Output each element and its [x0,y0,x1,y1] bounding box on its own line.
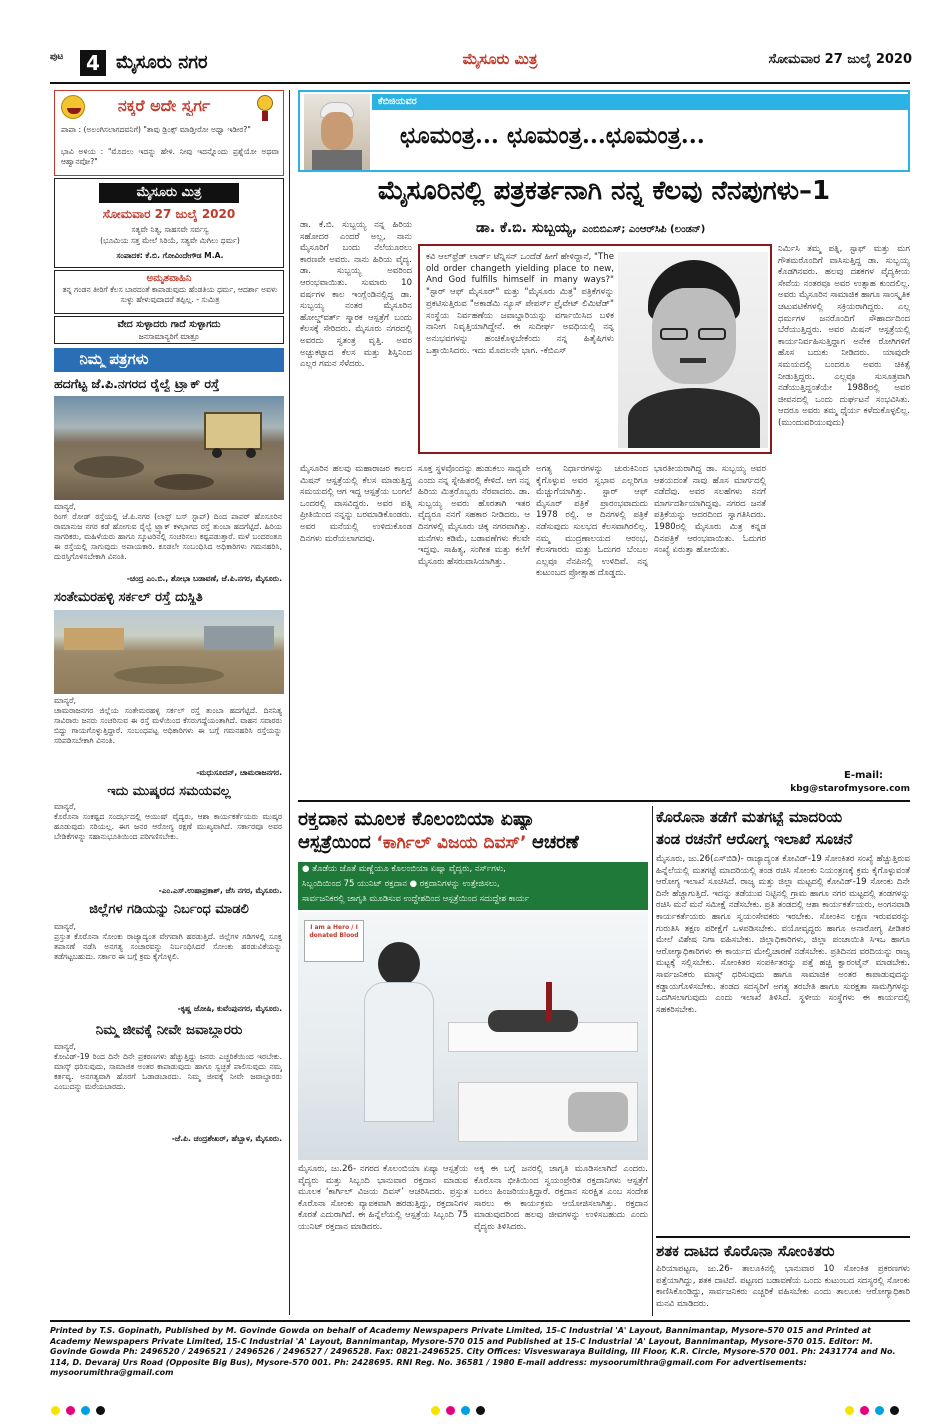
letter3-sign: -ಎಂ.ಎಸ್.ಉಷಾಪ್ರಕಾಶ್, ಜೆಸಿ ನಗರ, ಮೈಸೂರು. [158,886,282,895]
header-date: ಸೋಮವಾರ 27 ಜುಲೈ 2020 [768,52,912,67]
letter2-body: ಚಾಮರಾಜನಗರ ಜಿಲ್ಲೆಯ ಸಂತೇಮರಹಳ್ಳಿ ಸರ್ಕಲ್ ರಸ್ತೆ ತುಂಬಾ ಹದಗೆಟ್ಟಿದೆ. ದಿನನಿತ್ಯ ಸಾವಿರಾರು ಜನರು ಸಂಚರಿಸುವ ಈ ರಸ್ತೆ ಮಳೆಯಿಂದ ಕೆಸರುಗದ್ದೆಯಂತಾಗಿದೆ. ವಾಹನ ಸವಾರರು ಬಿದ್ದು ಗಾಯಗೊಳ್ಳುತ್ತಿದ್ದಾರೆ. ಸಂಬಂಧಪಟ್ಟ ಅಧಿಕಾರಿಗಳು ಈ ಬಗ್ಗೆ ಗಮನಹರಿಸಿ ರಸ್ತೆಯನ್ನು ಸರಿಪಡಿಸಬೇಕಾಗಿ ವಿನಂತಿ. [54,706,282,745]
feature-col1b: ಮೈಸೂರಿನ ಹಲವು ಮಹಾರಾಜರ ಕಾಲದ ಮಿಷನ್ ಆಸ್ಪತ್ರೆಯಲ್ಲಿ ಕೆಲಸ ಮಾಡುತ್ತಿದ್ದ ಸಮಯದಲ್ಲಿ ಆಗ ಇದ್ದ ಆಸ್ಪತ್ರೆಯ ಬಂಗಲೆ ಒಂದರಲ್ಲಿ ವಾಸವಿದ್ದರು. ಅವರ ಪತ್ನಿ ಪ್ರೀತಿಯಿಂದ ನನ್ನನ್ನು ಬರಮಾಡಿಕೊಂಡರು. ಅವರ ಮನೆಯಲ್ಲಿ ಉಳಿದುಕೊಂಡ ದಿನಗಳು ಮರೆಯಲಾಗದವು. [300,464,412,544]
masthead-box-title: ಮೈಸೂರು ಮಿತ್ರ [99,183,239,203]
letter5-title: ನಿಮ್ಮ ಜೀವಕ್ಕೆ ನೀವೇ ಜವಾಬ್ದಾರರು [95,1022,243,1038]
left-column [50,90,290,1315]
masthead-box-line1: ಸತ್ಯವೇ ನಿತ್ಯ, ಸಾಹಸವೇ ಸರ್ವಸ್ವ [131,225,209,234]
proverb-line-1: ವೇದ ಸುಳ್ಳಾದರು ಗಾದೆ ಸುಳ್ಳಾಗದು [117,319,221,330]
section-title: ಮೈಸೂರು ನಗರ [116,52,208,73]
feature-col5: ನಿರ್ಮಿಸಿ ತಮ್ಮ ಪತ್ನಿ, ಸ್ಟಾಫ್ ಮತ್ತು ಮಗ ಗೌತಮರೊಂದಿಗೆ ವಾಸಿಸುತ್ತಿದ್ದ ಡಾ. ಸುಬ್ಬಯ್ಯ ಕೊಡಗಿನವರು. ಹಲವು ದಶಕಗಳ ವೈದ್ಯಕೀಯ ಸೇವೆಯ ನಂತರವೂ ಅವರ ಉತ್ಸಾಹ ಕುಂದಲಿಲ್ಲ. ಅವರು ಮೈಸೂರಿನ ಸಾಮಾಜಿಕ ಹಾಗೂ ಸಾಂಸ್ಕೃತಿಕ ಚಟುವಟಿಕೆಗಳಲ್ಲಿ ಸಕ್ರಿಯರಾಗಿದ್ದರು. ಎಲ್ಲ ಧರ್ಮಗಳ ಜನರೊಂದಿಗೆ ಸೌಹಾರ್ದದಿಂದ ಬೆರೆಯುತ್ತಿದ್ದರು. ಅವರ ಮಿಷನ್ ಆಸ್ಪತ್ರೆಯಲ್ಲಿ ಕಾರ್ಯನಿರ್ವಹಿಸುತ್ತಿದ್ದಾಗ ಅನೇಕ ರೋಗಿಗಳಿಗೆ ಹೊಸ ಬದುಕು ನೀಡಿದರು. ಯಾವುದೇ ಸಮಯದಲ್ಲಿ ಬಂದರೂ ಅವರು ಚಿಕಿತ್ಸೆ ನೀಡುತ್ತಿದ್ದರು. ಎಲ್ಲವೂ ಸುಸೂತ್ರವಾಗಿ ನಡೆಯುತ್ತಿದ್ದಂತೆಯೇ 1988ರಲ್ಲಿ ಅವರ ಜೀವನದಲ್ಲಿ ಒಂದು ದುರ್ಘಟನೆ ಸಂಭವಿಸಿತು. ಆದರೂ ಅವರು ತಮ್ಮ ಧೈರ್ಯ ಕಳೆದುಕೊಳ್ಳಲಿಲ್ಲ. (ಮುಂದುವರಿಯುವುದು) [778,244,910,428]
letter3-salute: ಮಾನ್ಯರೆ, [54,802,76,811]
amrita-box [54,270,284,314]
joke-line-2: ಭಾವಿ ಅಳಿಯ : "ಮೊದಲು ಇದನ್ನು ಹೇಳಿ. ನೀವು ಇದನ್ನೊಂದು ಪ್ರಶ್ನೆಯೋ ಅಥವಾ ಆಹ್ವಾನವೋ?" [61,147,279,166]
cartoon-icon [251,93,279,121]
letters-banner-title: ನಿಮ್ಮ ಪತ್ರಗಳು [79,350,149,368]
header-rule [50,82,910,84]
corona1-headline-1: ಕೊರೊನಾ ತಡೆಗೆ ಮತಗಟ್ಟೆ ಮಾದರಿಯ [656,808,843,826]
proverb-line-2: ಜನಸಾಮಾನ್ಯರಿಗೆ ಮಾತ್ರೂ [138,332,200,341]
columnist-photo [304,94,370,170]
feature-col2: ಸೂಕ್ತ ಸ್ಥಳವೊಂದನ್ನು ಹುಡುಕಲು ಸಾಧ್ಯವೇ ಎಂದು ನನ್ನ ಸ್ನೇಹಿತರಲ್ಲಿ ಕೇಳಿದೆ. ಆಗ ನನ್ನ ಹಿರಿಯ ಮಿತ್ರರೊಬ್ಬರು ನೆರವಾದರು. ಡಾ. ಸುಬ್ಬಯ್ಯ ಅವರು ಹೊರತಾಗಿ ಇತರ ವೈದ್ಯರೂ ನನಗೆ ಸಹಕಾರ ನೀಡಿದರು. ಆ ದಿನಗಳಲ್ಲಿ ಮೈಸೂರು ಚಿಕ್ಕ ನಗರವಾಗಿತ್ತು. ಮನೆಗಳು ಕಡಿಮೆ, ಬಡಾವಣೆಗಳು ಕೆಲವೇ ಇದ್ದವು. ಸಾಹಿತ್ಯ, ಸಂಗೀತ ಮತ್ತು ಕಲೆಗೆ ಮೈಸೂರು ಹೆಸರುವಾಸಿಯಾಗಿತ್ತು. [418,464,530,567]
blood-headline-2a: ಆಸ್ಪತ್ರೆಯಿಂದ [298,832,371,853]
feature-bottom-rule [298,800,910,802]
letter4-title: ಜಿಲ್ಲೆಗಳ ಗಡಿಯನ್ನು ನಿರ್ಬಂಧ ಮಾಡಲಿ [89,902,249,917]
letter5-sign: -ಜೆ.ಪಿ. ಚಂದ್ರಶೇಖರ್, ಹೆಬ್ಬಾಳ, ಮೈಸೂರು. [171,1134,282,1143]
feature-col4: ಭಾರತೀಯರಾಗಿದ್ದ ಡಾ. ಸುಬ್ಬಯ್ಯ ಅವರ ಆಶಯದಂತೆ ನಾವು ಹೊಸ ಮಾರ್ಗದಲ್ಲಿ ನಡೆದೆವು. ಅವರ ಸಲಹೆಗಳು ನನಗೆ ಮಾರ್ಗದರ್ಶಿಯಾಗಿದ್ದವು. ನಗರದ ಜನತೆ ಪತ್ರಿಕೆಯನ್ನು ಆದರದಿಂದ ಸ್ವಾಗತಿಸಿದರು. 1980ರಲ್ಲಿ ಮೈಸೂರು ಮಿತ್ರ ಕನ್ನಡ ದಿನಪತ್ರಿಕೆ ಆರಂಭವಾಯಿತು. ಓದುಗರ ಸಂಖ್ಯೆ ಏರುತ್ತಾ ಹೋಯಿತು. [654,464,766,556]
blood-donation-photo [298,912,648,1160]
letter1-title: ಹದಗೆಟ್ಟ ಜೆ.ಪಿ.ನಗರದ ರೈಲ್ವೆ ಟ್ರ್ಯಾಕ್ ರಸ್ತೆ [54,376,220,391]
letters-banner [54,348,284,372]
masthead-box [54,178,284,268]
letter2-sign: -ಮಧುಸೂದನ್, ಚಾಮರಾಜನಗರ. [196,768,282,777]
blood-bullet-3: ಸಾರ್ವಜನಿಕರಲ್ಲಿ ಜಾಗೃತಿ ಮೂಡಿಸುವ ಉದ್ದೇಶದಿಂದ ಆಸ್ಪತ್ರೆಯಿಂದ ಸದುದ್ದೇಶ ಕಾರ್ಯ [302,894,530,904]
editor-line: ಸಂಪಾದಕ: ಕೆ.ಬಿ. ಗೋವಿಂದೇಗೌಡ M.A. [116,251,224,260]
letter4-sign: -ಕೃಷ್ಣ ಜೋಷಿ, ಕುವೆಂಪುನಗರ, ಮೈಸೂರು. [177,1004,282,1013]
letter3-title: ಇದು ಮುಷ್ಕರದ ಸಮಯವಲ್ಲ [107,784,231,799]
letter3-body: ಕೊರೊನಾ ಸಂಕಷ್ಟದ ಸಂದರ್ಭದಲ್ಲಿ ಆಯುಷ್ ವೈದ್ಯರು, ಆಶಾ ಕಾರ್ಯಕರ್ತೆಯರು ಮುಷ್ಕರ ಹೂಡುವುದು ಸರಿಯಲ್ಲ. ಈಗ ಜನರ ಆರೋಗ್ಯ ರಕ್ಷಣೆ ಮುಖ್ಯವಾಗಿದೆ. ಸರ್ಕಾರವೂ ಅವರ ಬೇಡಿಕೆಗಳನ್ನು ಸಹಾನುಭೂತಿಯಿಂದ ಪರಿಗಣಿಸಬೇಕು. [54,812,282,841]
kicker-band [372,94,908,110]
blood-headline-1: ರಕ್ತದಾನ ಮೂಲಕ ಕೊಲಂಬಿಯಾ ಏಷ್ಯಾ [298,808,536,830]
letter1-sign: -ಚಂದ್ರ ಎಂ.ಬಿ., ಶೋಭಾ ಬಡಾವಣೆ, ಜೆ.ಪಿ.ನಗರ, ಮೈಸೂರು. [126,574,282,583]
email-address[interactable]: kbg@starofmysore.com [790,784,910,794]
letter4-salute: ಮಾನ್ಯರೆ, [54,922,76,931]
blood-headline-2 [298,832,648,858]
feature-col3: ಅಗತ್ಯ ನಿರ್ಧಾರಗಳನ್ನು ಚುರುಕಿನಿಂದ ಕೈಗೊಳ್ಳುವ ಅವರ ಸ್ವಭಾವ ಎಲ್ಲರಿಗೂ ಮೆಚ್ಚುಗೆಯಾಗಿತ್ತು. ಸ್ಟಾರ್ ಆಫ್ ಮೈಸೂರ್ ಪತ್ರಿಕೆ ಪ್ರಾರಂಭವಾದುದು 1978 ರಲ್ಲಿ. ಆ ದಿನಗಳಲ್ಲಿ ಪತ್ರಿಕೆ ನಡೆಸುವುದು ಸುಲಭದ ಕೆಲಸವಾಗಿರಲಿಲ್ಲ. ನಮ್ಮ ಮುದ್ರಣಾಲಯದ ಆರಂಭ, ಕೆಲಸಗಾರರು ಮತ್ತು ಓದುಗರ ಬೆಂಬಲ ಎಲ್ಲವೂ ನೆನಪಿನಲ್ಲಿ ಉಳಿದಿವೆ. ನನ್ನ ಕುಟುಂಬದ ಪ್ರೋತ್ಸಾಹ ದೊಡ್ಡದು. [536,464,648,579]
column-title: ಛೂಮಂತ್ರ... ಛೂಮಂತ್ರ...ಛೂಮಂತ್ರ... [400,122,705,149]
joke-line-1: ಪಾಪಾ : (ಅಲಂಗಿಸಲಾಗದವನಿಗೆ) "ತಾವು ಡ್ರಿಂಕ್ಸ್ ಮಾಡ್ತೀರೋ ಅಥ್ವಾ ಇಡೀರ?" [61,125,251,134]
blood-headline-2c: ಆಚರಣೆ [532,832,579,853]
intro-box-text: ಕವಿ ಆಲ್‌ಫ್ರೆಡ್ ಲಾರ್ಡ್ ಟೆನ್ನಿಸನ್ ಒಂದೆಡೆ ಹೀಗೆ ಹೇಳಿದ್ದಾನೆ, "The old order changeth yielding place to new, And God fulfills himself in many ways?" "ಸ್ಟಾರ್ ಆಫ್ ಮೈಸೂರ್" ಮತ್ತು "ಮೈಸೂರು ಮಿತ್ರ" ಪತ್ರಿಕೆಗಳನ್ನು ಪ್ರಕಟಿಸುತ್ತಿರುವ "ಅಕಾಡೆಮಿ ನ್ಯೂಸ್ ಪೇಪರ್ಸ್ ಪ್ರೈವೇಟ್ ಲಿಮಿಟೆಡ್" ಸಂಸ್ಥೆಯ ನಿರ್ವಹಣೆಯ ಜವಾಬ್ದಾರಿಯನ್ನು ವರ್ಗಾಯಿಸಿದ ಬಳಿಕ ನಾನೀಗ ನಿವೃತ್ತಿಯಾಗಿದ್ದೇನೆ. ಈ ಸುದೀರ್ಘ ಅವಧಿಯಲ್ಲಿ ನನ್ನ ಅನುಭವಗಳನ್ನು ಹಂಚಿಕೊಳ್ಳಬೇಕೆಂದು ನನ್ನ ಹಿತೈಷಿಗಳು ಒತ್ತಾಯಿಸಿದರು. ಇದು ಮೊದಲನೇ ಭಾಗ. -ಕೆಬಿಎಸ್ [426,252,614,356]
amrita-title: ಅಮೃತವಾಹಿನಿ [146,273,192,284]
blood-bullets [298,862,648,910]
blood-bullet-2: ಸಿಬ್ಬಂದಿಯಿಂದ 75 ಯುನಿಟ್ ರಕ್ತದಾನ ● ರಕ್ತದಾನಿಗಳನ್ನು ಉತ್ತೇಜಿಸಲು, [302,879,500,889]
page-number: 4 [80,50,106,76]
page-header [50,46,910,86]
blood-caption-col2: ಅಕ್ಕ ಈ ಬಗ್ಗೆ ಜನರಲ್ಲಿ ಜಾಗೃತಿ ಮೂಡಿಸಲಾಗಿದೆ ಎಂದರು. ಕೊರೊನಾ ಭೀತಿಯಿಂದ ಸ್ವಯಂಪ್ರೇರಿತ ರಕ್ತದಾನಿಗಳು ಆಸ್ಪತ್ರೆಗೆ ಬರಲು ಹಿಂಜರಿಯುತ್ತಿದ್ದಾರೆ. ರಕ್ತದಾನ ಸುರಕ್ಷಿತ ಎಂಬ ಸಂದೇಶ ಸಾರಲು ಈ ಕಾರ್ಯಕ್ರಮ ಆಯೋಜಿಸಲಾಗಿತ್ತು. ರಕ್ತದಾನ ಮಾಡುವುದರಿಂದ ಹಲವು ಜೀವಗಳನ್ನು ಉಳಿಸಬಹುದು ಎಂದು ವೈದ್ಯರು ತಿಳಿಸಿದರು. [474,1164,648,1232]
letter2-salute: ಮಾನ್ಯರೆ, [54,696,76,705]
corona1-body: ಮೈಸೂರು, ಜು.26(ಎಸ್‌ಬಿಡಿ)- ರಾಜ್ಯಾದ್ಯಂತ ಕೋವಿಡ್-19 ಸೋಂಕಿತರ ಸಂಖ್ಯೆ ಹೆಚ್ಚುತ್ತಿರುವ ಹಿನ್ನೆಲೆಯಲ್ಲಿ ಮತಗಟ್ಟೆ ಮಾದರಿಯಲ್ಲಿ ತಂಡ ರಚಿಸಿ ಸೋಂಕು ನಿಯಂತ್ರಣಕ್ಕೆ ಕ್ರಮ ಕೈಗೊಳ್ಳುವಂತೆ ಆರೋಗ್ಯ ಇಲಾಖೆ ಸೂಚಿಸಿದೆ. ರಾಜ್ಯ ಮತ್ತು ಜಿಲ್ಲಾ ಮಟ್ಟದಲ್ಲಿ ಕೋವಿಡ್-19 ಸೋಂಕು ದಿನೇ ದಿನೇ ಹೆಚ್ಚಾಗುತ್ತಿದೆ. ಇದನ್ನು ತಡೆಯುವ ನಿಟ್ಟಿನಲ್ಲಿ ಗ್ರಾಮ ಹಾಗೂ ನಗರ ಮಟ್ಟದಲ್ಲಿ ತಂಡಗಳನ್ನು ರಚಿಸಿ ಮನೆ ಮನೆ ಸಮೀಕ್ಷೆ ನಡೆಸಬೇಕು. ಪ್ರತಿ ತಂಡದಲ್ಲಿ ಆಶಾ ಕಾರ್ಯಕರ್ತೆಯರು, ಅಂಗನವಾಡಿ ಕಾರ್ಯಕರ್ತೆಯರು ಹಾಗೂ ಸ್ವಯಂಸೇವಕರು ಇರಬೇಕು. ಸೋಂಕಿನ ಲಕ್ಷಣ ಇರುವವರನ್ನು ಗುರುತಿಸಿ ತಕ್ಷಣ ಪರೀಕ್ಷೆಗೆ ಒಳಪಡಿಸಬೇಕು. ವಯೋವೃದ್ಧರು ಹಾಗೂ ಅನಾರೋಗ್ಯ ಪೀಡಿತರ ಮೇಲೆ ವಿಶೇಷ ನಿಗಾ ವಹಿಸಬೇಕು. ಜಿಲ್ಲಾಧಿಕಾರಿಗಳು, ಜಿಲ್ಲಾ ಪಂಚಾಯಿತಿ ಸಿಇಒ ಹಾಗೂ ಆರೋಗ್ಯಾಧಿಕಾರಿಗಳು ಈ ಕಾರ್ಯದ ಮೇಲ್ವಿಚಾರಣೆ ನಡೆಸಬೇಕು. ಪ್ರತಿದಿನದ ವರದಿಯನ್ನು ರಾಜ್ಯ ಮಟ್ಟಕ್ಕೆ ಸಲ್ಲಿಸಬೇಕು. ಸೋಂಕಿತರ ಸಂಪರ್ಕಿತರನ್ನು ಪತ್ತೆ ಹಚ್ಚಿ ಕ್ವಾರಂಟೈನ್ ಮಾಡಬೇಕು. ಸಾರ್ವಜನಿಕರು ಮಾಸ್ಕ್ ಧರಿಸುವುದು ಹಾಗೂ ಸಾಮಾಜಿಕ ಅಂತರ ಕಾಪಾಡುವುದನ್ನು ಕಡ್ಡಾಯಗೊಳಿಸಬೇಕು. ತಂಡದ ಸದಸ್ಯರಿಗೆ ಅಗತ್ಯ ತರಬೇತಿ ಹಾಗೂ ಸುರಕ್ಷತಾ ಸಾಮಗ್ರಿಗಳನ್ನು ಒದಗಿಸಲಾಗುವುದು ಎಂದು ಇಲಾಖೆ ತಿಳಿಸಿದೆ. ಸ್ಥಳೀಯ ಸಂಸ್ಥೆಗಳು ಈ ಕಾರ್ಯದಲ್ಲಿ ಸಹಕರಿಸಬೇಕು. [656,854,910,1015]
masthead-box-date: ಸೋಮವಾರ 27 ಜುಲೈ 2020 [102,207,236,221]
byline-name: ಡಾ. ಕೆ.ಬಿ. ಸುಬ್ಬಯ್ಯ, [476,220,578,236]
blood-bullet-1: ● ತೊಡೆಯ ಜೊತೆ ಮಣ್ಣೆಯೂ ಕೊಲಂಬಿಯಾ ಏಷ್ಯಾ ವೈದ್ಯರು, ನರ್ಸ್‌ಗಳು, [302,864,506,874]
letter1-salute: ಮಾನ್ಯರೆ, [54,502,76,511]
blood-headline-2b: ‘ಕಾರ್ಗಿಲ್ ವಿಜಯ ದಿವಸ್’ [376,833,527,853]
email-label: E-mail: [844,770,884,781]
letter1-body: ರಿಂಗ್ ರೋಡ್ ರಸ್ತೆಯಲ್ಲಿ ಜೆ.ಪಿ.ನಗರ (ಲಾಸ್ಟ್ ಬಸ್ ಸ್ಟಾಪ್) ದಿಂದ ಪಾಪರ್ ಹೊಸೂರಿನ ರಾಮಾನುಜ ನಗರ ಕಡೆ ಹೋಗುವ ರೈಲ್ವೆ ಟ್ರ್ಯಾಕ್ ಕಳಭಾಗದ ರಸ್ತೆ ತುಂಬಾ ಹದಗೆಟ್ಟಿದೆ. ಹಿರಿಯ ನಾಗರಿಕರು, ಮಹಿಳೆಯರು ಹಾಗೂ ಸ್ಕೂಟರಿನಲ್ಲಿ ಸಂಚರಿಸಲು ಕಷ್ಟಪಡುತ್ತಾರೆ. ಮಳೆ ಬಂದರಂತೂ ಈ ರಸ್ತೆಯಲ್ಲಿ ಸಾಗುವುದು ಅಪಾಯಕಾರಿ. ಕೂಡಲೇ ಸಂಬಂಧಿಸಿದ ಅಧಿಕಾರಿಗಳು ಗಮನಹರಿಸಿ, ದುರಸ್ತಿಗೊಳಿಸಬೇಕಾಗಿ ವಿನಂತಿ. [54,512,282,561]
laughing-face-icon [61,95,85,119]
feature-byline [476,217,910,237]
proverb-box [54,316,284,344]
registration-marks [0,1400,945,1414]
road-photo-1 [54,396,284,500]
letter5-salute: ಮಾನ್ಯರೆ, [54,1042,76,1051]
road-photo-2 [54,610,284,694]
humor-box [54,90,284,176]
poster-text: I am a Hero / I donated Blood [309,924,359,939]
imprint-line: Printed by T.S. Gopinath, Published by M. Govinde Gowda on behalf of Academy Newspapers Private Limited, 15-C Industrial 'A' Layout, Bannimantap, Mysore-570 015 and Printed at Academy Newspapers Private Limited, 15-C Industrial 'A' Layout, Bannimantap, Mysore-570 015 and Published at 15-C Industrial 'A' Layout, Bannimantap, Mysore-570 015. Editor: M. Govinde Gowda Ph: 2496520 / 2496521 / 2496526 / 2496527 / 2496528. Fax: 0821-2496525. City Offices: Visveswaraya Building, III Floor, K.R. Circle, Mysore-570 001. Ph: 2431774 and No. 114, D. Devaraj Urs Road (Opposite Big Bus), Mysore-570 001. Ph: 2428695. RNI Reg. No. 36581 / 1980 E-mail address: mysoorumithra@gmail.com For advertisements: mysoorumithra@gmail.com [50,1326,896,1377]
feature-header [298,90,910,172]
blood-caption-col1: ಮೈಸೂರು, ಜು.26- ನಗರದ ಕೊಲಂಬಿಯಾ ಏಷ್ಯಾ ಆಸ್ಪತ್ರೆಯ ವೈದ್ಯರು ಮತ್ತು ಸಿಬ್ಬಂದಿ ಭಾನುವಾರ ರಕ್ತದಾನ ಮಾಡುವ ಮೂಲಕ ‘ಕಾರ್ಗಿಲ್ ವಿಜಯ ದಿವಸ್’ ಆಚರಿಸಿದರು. ಪ್ರಸ್ತುತ ಕೊರೊನಾ ಸೋಂಕು ವ್ಯಾಪಕವಾಗಿ ಹರಡುತ್ತಿದ್ದು, ರಕ್ತದಾನಿಗಳ ಕೊರತೆ ಎದುರಾಗಿದೆ. ಈ ಹಿನ್ನೆಲೆಯಲ್ಲಿ ಆಸ್ಪತ್ರೆಯ ಸಿಬ್ಬಂದಿ 75 ಯುನಿಟ್ ರಕ್ತದಾನ ಮಾಡಿದರು. [298,1164,468,1232]
letter4-body: ಪ್ರಸ್ತುತ ಕೊರೊನಾ ಸೋಂಕು ರಾಜ್ಯಾದ್ಯಂತ ವೇಗವಾಗಿ ಹರಡುತ್ತಿದೆ. ಜಿಲ್ಲೆಗಳ ಗಡಿಗಳಲ್ಲಿ ಸೂಕ್ತ ತಪಾಸಣೆ ನಡೆಸಿ ಅನಗತ್ಯ ಸಂಚಾರವನ್ನು ನಿರ್ಬಂಧಿಸಿದರೆ ಸೋಂಕು ಹರಡುವಿಕೆಯನ್ನು ತಡೆಗಟ್ಟಬಹುದು. ಸರ್ಕಾರ ಈ ಬಗ್ಗೆ ಕ್ರಮ ಕೈಗೊಳ್ಳಲಿ. [54,932,282,961]
letter5-body: ಕೋವಿಡ್-19 ರಿಂದ ದಿನೇ ದಿನೇ ಪ್ರಕರಣಗಳು ಹೆಚ್ಚುತ್ತಿದ್ದು ಜನರು ಎಚ್ಚರಿಕೆಯಿಂದ ಇರಬೇಕು. ಮಾಸ್ಕ್ ಧರಿಸುವುದು, ಸಾಮಾಜಿಕ ಅಂತರ ಕಾಪಾಡುವುದು ಹಾಗೂ ಸ್ವಚ್ಛತೆ ಪಾಲಿಸುವುದು ನಮ್ಮ ಕರ್ತವ್ಯ. ಅನಗತ್ಯವಾಗಿ ಹೊರಗೆ ಓಡಾಡಬಾರದು. ನಿಮ್ಮ ಜೀವಕ್ಕೆ ನೀವೇ ಜವಾಬ್ದಾರರು ಎಂಬುದನ್ನು ಮರೆಯಬಾರದು. [54,1052,282,1091]
amrita-text: ತನ್ನ ಗಂಡನ ತೀರಿಗೆ ಕೆಲಸ ಬಾರದಂತೆ ಕಾಪಾಡುವುದು ಹೆಂಡತಿಯ ಧರ್ಮ, ಆದರ್ಶಾ ಅವಳು ಸುಳ್ಳು ಹೇಳುವುದಾದರೆ ತಪ್ಪಿಲ್ಲ. - ಸುಮಿತ್ರ [62,285,278,304]
author-young-photo [618,252,768,448]
intro-box [418,244,772,454]
humor-title: ನಕ್ಕರೆ ಅದೇ ಸ್ವರ್ಗ [117,96,211,115]
masthead-title: ಮೈಸೂರು ಮಿತ್ರ [462,50,538,68]
letter2-title: ಸಂತೇಮರಹಳ್ಳಿ ಸರ್ಕಲ್ ರಸ್ತೆ ದುಸ್ಥಿತಿ [54,590,203,605]
byline-degrees: ಎಂಬಿಬಿಎಸ್; ಎಂಆರ್‌ಸಿಪಿ (ಲಂಡನ್) [582,224,706,235]
corona-divider [652,806,653,1316]
kicker-text: ಕೆಬಿಜಿಯವರ [378,96,417,107]
corona2-body: ಪಿರಿಯಾಪಟ್ಟಣ, ಜು.26- ತಾಲೂಕಿನಲ್ಲಿ ಭಾನುವಾರ 10 ಸೋಂಕಿತ ಪ್ರಕರಣಗಳು ಪತ್ತೆಯಾಗಿದ್ದು, ಶತಕ ದಾಟಿದೆ. ಪಟ್ಟಣದ ಬಡಾವಣೆಯ ಒಂದು ಕುಟುಂಬದ ಸದಸ್ಯರಲ್ಲಿ ಸೋಂಕು ಕಾಣಿಸಿಕೊಂಡಿದ್ದು, ಸಾರ್ವಜನಿಕರು ಎಚ್ಚರಿಕೆ ವಹಿಸಬೇಕು ಎಂದು ತಾಲೂಕು ಆರೋಗ್ಯಾಧಿಕಾರಿ ಮನವಿ ಮಾಡಿದರು. [656,1264,910,1309]
feature-headline: ಮೈಸೂರಿನಲ್ಲಿ ಪತ್ರಕರ್ತನಾಗಿ ನನ್ನ ಕೆಲವು ನೆನಪುಗಳು–1 [377,176,831,206]
page-label: ಪುಟ [50,52,64,62]
corona2-headline: ಶತಕ ದಾಟಿದ ಕೊರೊನಾ ಸೋಂಕಿತರು [656,1242,835,1260]
masthead-box-line2: (ಭೂಮಿಯ ಸತ್ತ ಮೇಲೆ ಸಿರಿಯೆ, ಸತ್ಯವೇ ಮಿಗಿಲು ಧರ್ಮ) [100,236,240,245]
corona1-headline-2: ತಂಡ ರಚನೆಗೆ ಆರೋಗ್ಯ ಇಲಾಖೆ ಸೂಚನೆ [656,830,853,848]
corona2-rule [656,1236,910,1238]
footer-rule [50,1320,910,1322]
feature-col1: ಡಾ. ಕೆ.ಬಿ. ಸುಬ್ಬಯ್ಯ ನನ್ನ ಹಿರಿಯ ಸಹೋದರ ಎಂದರೆ ಅಲ್ಲ, ನಾನು ಮೈಸೂರಿಗೆ ಬಂದು ನೆಲೆಯೂರಲು ಕಾರಣವೇ ಅವರು. ನಾನು ಹಿರಿಯ ವೈದ್ಯ. ಡಾ. ಸುಬ್ಬಯ್ಯ ಅವರಿಂದ ಆರಂಭವಾಯಿತು. ಸುಮಾರು 10 ವರ್ಷಗಳ ಕಾಲ ಇಂಗ್ಲೆಂಡಿನಲ್ಲಿದ್ದ ಡಾ. ಸುಬ್ಬಯ್ಯ ನಂತರ ಮೈಸೂರಿನ ಹೋಲ್ಡ್‌ವರ್ತ್ ಸ್ಮಾರಕ ಆಸ್ಪತ್ರೆಗೆ ಬಂದು ಕೆಲಸಕ್ಕೆ ಸೇರಿದರು. ಮೈಸೂರು ನಗರದಲ್ಲಿ ಅವರದು ಸ್ವತಂತ್ರ ವೃತ್ತಿ. ಅವರ ಅಚ್ಚುಕಟ್ಟಾದ ಕೆಲಸ ಮತ್ತು ಶಿಸ್ತಿನಿಂದ ಎಲ್ಲರ ಗಮನ ಸೆಳೆದರು. [300,220,412,370]
